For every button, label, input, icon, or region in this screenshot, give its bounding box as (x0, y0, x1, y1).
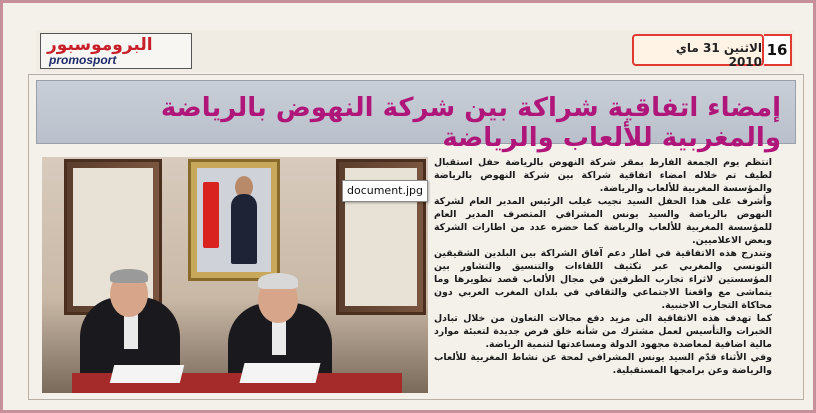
issue-date: الاثنين 31 ماي 2010 (675, 41, 762, 69)
logo-latin: promosport (49, 53, 117, 67)
photo-portrait-frame (188, 159, 280, 281)
paragraph: انتظم يوم الجمعة الفارط بمقر شركة النهوض بالرياضة حفل استقبال لطيف تم خلاله امضاء اتفاقية شراكة بين شركة النهوض بالرياضة والمؤسسة المغربية للألعاب والرياضة. (434, 157, 772, 194)
document-right (240, 363, 321, 383)
date-box (632, 34, 764, 69)
article-body (434, 156, 772, 392)
newspaper-header (36, 30, 794, 72)
headline-banner (36, 80, 796, 153)
paragraph: وتندرج هذه الاتفاقية في اطار دعم آفاق الشراكة بين البلدين الشقيقين التونسي والمغربي عبر تكثيف اللقاءات والتنسيق والتشاور بين المؤسستين لاثراء تجارب الطرفين في مجال الألعاب قصد تطويرها وما يتماشى مع واقعنا الاجتماعي والثقافي في بلدان المغرب العربي دون محاكاة التجارب الاجنبية. (434, 248, 772, 311)
flag-shape (203, 182, 219, 248)
paragraph: وأشرف على هذا الحفل السيد نجيب غيلب الرئيس المدير العام لشركة النهوض بالرياضة والسيد يونس المشرافي المتصرف المدير العام للمؤسسة المغربية للألعاب والرياضة كما حضره عدد من اطارات الشركة وبعض الاعلاميين. (434, 196, 772, 246)
page-number: 16 (764, 34, 792, 66)
person-right-hair (258, 273, 298, 289)
portrait-figure (231, 194, 257, 264)
logo-arabic: البروموسبور (47, 35, 153, 55)
newspaper-logo (40, 33, 192, 69)
article-headline: إمضاء اتفاقية شراكة بين شركة النهوض بالرياضة والمغربية للألعاب والرياضة (160, 93, 781, 153)
document-left (110, 365, 184, 383)
paragraph: كما تهدف هذه الاتفاقية الى مزيد دفع مجالات التعاون من خلال تبادل الخبرات والتأسيس لعمل مشترك من شأنه خلق فرص جديدة لتعبئة موارد مالية اضافية لمعاضدة مجهود الدولة ومساعدتها لتنمية الرياضة. (434, 313, 772, 350)
filename-tooltip: document.jpg (342, 180, 428, 202)
person-left-hair (110, 269, 148, 283)
paragraph: وفي الأثناء قدّم السيد يونس المشرافي لمحة عن نشاط المغربية للألعاب والرياضة وعن برامجها المستقبلية. (434, 352, 772, 376)
